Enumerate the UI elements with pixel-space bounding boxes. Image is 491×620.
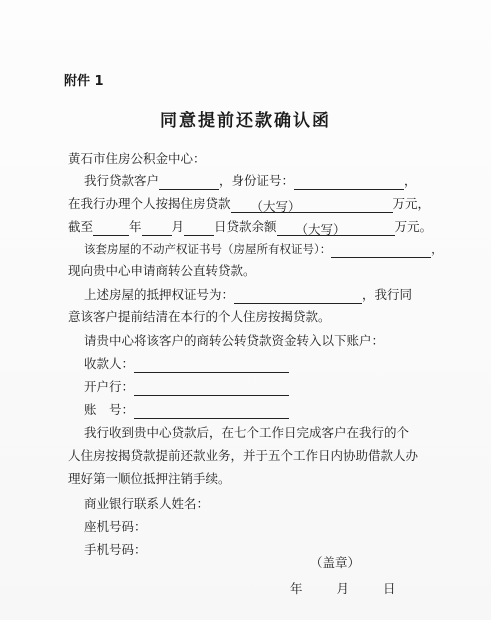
loan-unit: 万元，: [392, 196, 431, 211]
mortgage-label: 上述房屋的抵押权证号为：: [84, 287, 235, 302]
line-mortgage: [84, 286, 438, 304]
para-line-1: 我行收到贵中心贷款后，在七个工作日完成客户在我行的个: [84, 425, 410, 440]
seal-label: （盖章）: [310, 555, 361, 570]
line-property-cert: [84, 240, 443, 258]
bank-blank[interactable]: [134, 381, 289, 396]
mobile-label: 手机号码：: [84, 542, 147, 557]
mortgage-cert-blank[interactable]: [234, 289, 362, 304]
attachment-label: 附件 1: [64, 74, 104, 89]
payee-blank[interactable]: [134, 358, 289, 373]
loan-amount-extra-blank[interactable]: [321, 198, 393, 213]
line-apply: 现向贵中心申请商转公直转贷款。: [68, 263, 256, 278]
payee-label: 收款人：: [84, 356, 135, 371]
balance-label: 日贷款余额: [214, 219, 277, 234]
line-transfer: 请贵中心将该客户的商转公转贷款资金转入以下账户：: [84, 333, 385, 348]
line-loan: [68, 195, 438, 213]
line-balance: [68, 218, 438, 236]
account-label: 账 号：: [84, 402, 135, 417]
day-blank[interactable]: [184, 221, 214, 236]
addressee: 黄石市住房公积金中心：: [68, 151, 206, 166]
property-cert-label: 该套房屋的不动产权证书号（房屋所有权证号）：: [84, 242, 332, 256]
date-month: 月: [336, 581, 349, 596]
customer-label: 我行贷款客户: [84, 173, 160, 188]
document-title: 同意提前还款确认函: [160, 111, 331, 131]
line-customer: [84, 172, 438, 190]
signature-date: [290, 579, 395, 597]
customer-name-blank[interactable]: [159, 175, 219, 190]
loan-label: 在我行办理个人按揭住房贷款: [68, 196, 231, 211]
mortgage-suffix: ，我行同: [362, 287, 413, 302]
line-payee: [84, 355, 438, 373]
balance-unit: 万元。: [394, 219, 433, 234]
line4-end: ，: [431, 242, 443, 256]
month-blank[interactable]: [142, 221, 172, 236]
line-settle: 意该客户提前结清在本行的个人住房按揭贷款。: [68, 309, 331, 324]
year-label: 年: [129, 219, 142, 234]
balance-blank[interactable]: [277, 221, 365, 236]
balance-extra-blank[interactable]: [365, 221, 395, 236]
balance-daxie: （大写）: [295, 222, 346, 237]
para-line-2: 人住房按揭贷款提前还款业务，并于五个工作日内协助借款人办: [68, 448, 419, 463]
landline-label: 座机号码：: [84, 519, 147, 534]
line1-end: ，: [404, 173, 417, 188]
property-cert-blank[interactable]: [331, 243, 431, 258]
id-number-blank[interactable]: [294, 175, 404, 190]
month-label: 月: [171, 219, 185, 234]
line-account: [84, 401, 438, 419]
date-day: 日: [382, 581, 396, 596]
as-of-label: 截至: [68, 219, 94, 234]
account-blank[interactable]: [134, 404, 289, 419]
para-line-3: 理好第一顺位抵押注销手续。: [68, 471, 231, 486]
id-label: ，身份证号：: [219, 173, 295, 188]
line-bank: [84, 378, 438, 396]
contact-name-label: 商业银行联系人姓名：: [84, 496, 210, 511]
loan-amount-blank[interactable]: [231, 198, 321, 213]
loan-daxie: （大写）: [250, 199, 301, 214]
year-blank[interactable]: [93, 221, 129, 236]
date-year: 年: [290, 581, 303, 596]
bank-label: 开户行：: [84, 379, 135, 394]
